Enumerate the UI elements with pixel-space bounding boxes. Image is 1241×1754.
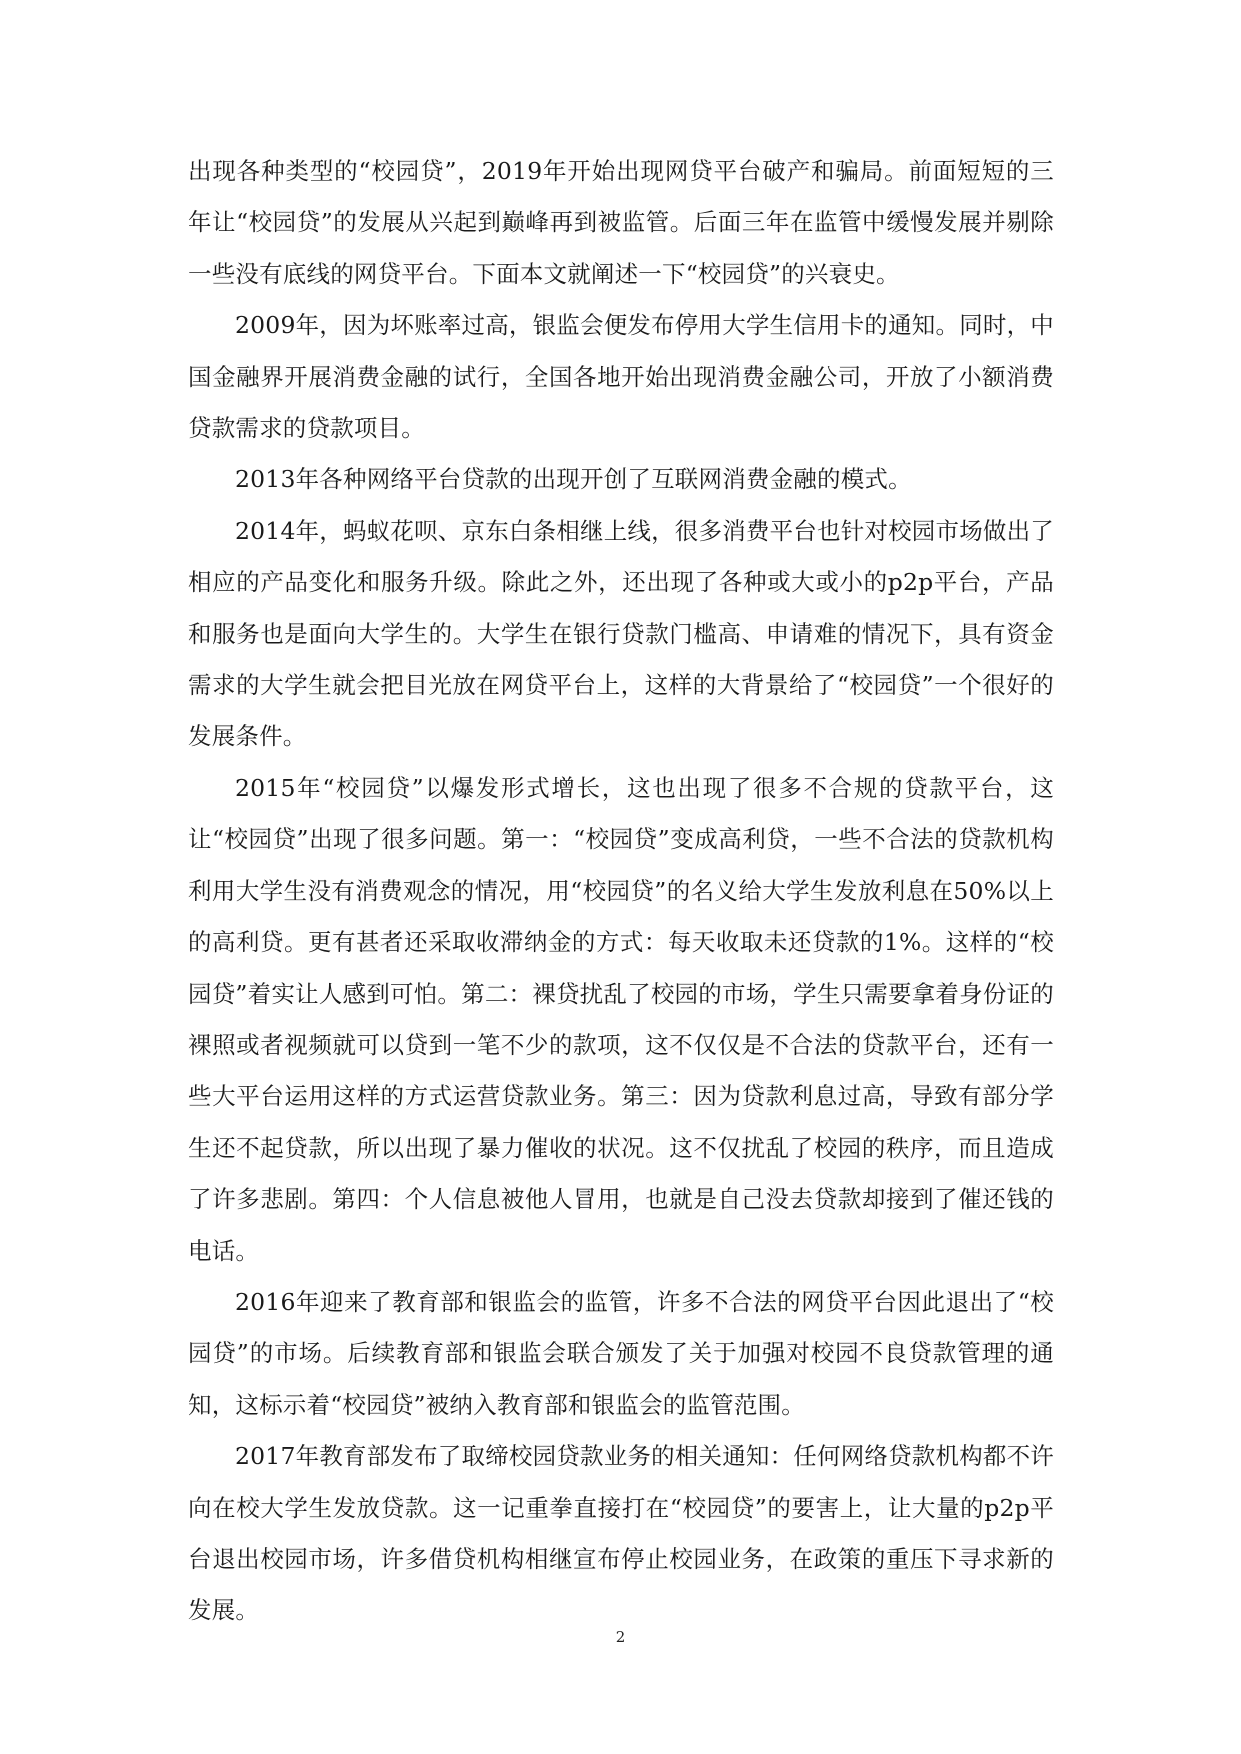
page-number: 2 — [615, 1628, 626, 1646]
paragraph-2013: 2013年各种网络平台贷款的出现开创了互联网消费金融的模式。 — [235, 465, 912, 494]
paragraph-2009: 2009年，因为坏账率过高，银监会便发布停用大学生信用卡的通知。同时，中国金融界开展消费金融的试行，全国各地开始出现消费金融公司，开放了小额消费贷款需求的贷款项目。 — [188, 311, 1055, 443]
paragraph-2014: 2014年，蚂蚁花呗、京东白条相继上线，很多消费平台也针对校园市场做出了相应的产品变化和服务升级。除此之外，还出现了各种或大或小的p2p平台，产品和服务也是面向大学生的。大学生在银行贷款门槛高、申请难的情况下，具有资金需求的大学生就会把目光放在网贷平台上，这样的大背景给了“校园贷”一个很好的发展条件。 — [188, 516, 1055, 751]
paragraph-2017: 2017年教育部发布了取缔校园贷款业务的相关通知：任何网络贷款机构都不许向在校大学生发放贷款。这一记重拳直接打在“校园贷”的要害上，让大量的p2p平台退出校园市场，许多借贷机构相继宣布停止校园业务，在政策的重压下寻求新的发展。 — [188, 1442, 1055, 1625]
document-body — [188, 146, 1054, 1637]
paragraph-2015: 2015年“校园贷”以爆发形式增长，这也出现了很多不合规的贷款平台，这让“校园贷”出现了很多问题。第一：“校园贷”变成高利贷，一些不合法的贷款机构利用大学生没有消费观念的情况，用“校园贷”的名义给大学生发放利息在50%以上的高利贷。更有甚者还采取收滞纳金的方式：每天收取未还贷款的1%。这样的“校园贷”着实让人感到可怕。第二：裸贷扰乱了校园的市场，学生只需要拿着身份证的裸照或者视频就可以贷到一笔不少的款项，这不仅仅是不合法的贷款平台，还有一些大平台运用这样的方式运营贷款业务。第三：因为贷款利息过高，导致有部分学生还不起贷款，所以出现了暴力催收的状况。这不仅扰乱了校园的秩序，而且造成了许多悲剧。第四：个人信息被他人冒用，也就是自己没去贷款却接到了催还钱的电话。 — [188, 773, 1054, 1265]
paragraph-intro: 出现各种类型的“校园贷”，2019年开始出现网贷平台破产和骗局。前面短短的三年让“校园贷”的发展从兴起到巅峰再到被监管。后面三年在监管中缓慢发展并剔除一些没有底线的网贷平台。下面本文就阐述一下“校园贷”的兴衰史。 — [188, 157, 1054, 288]
paragraph-2016: 2016年迎来了教育部和银监会的监管，许多不合法的网贷平台因此退出了“校园贷”的市场。后续教育部和银监会联合颁发了关于加强对校园不良贷款管理的通知，这标示着“校园贷”被纳入教育部和银监会的监管范围。 — [188, 1287, 1054, 1419]
